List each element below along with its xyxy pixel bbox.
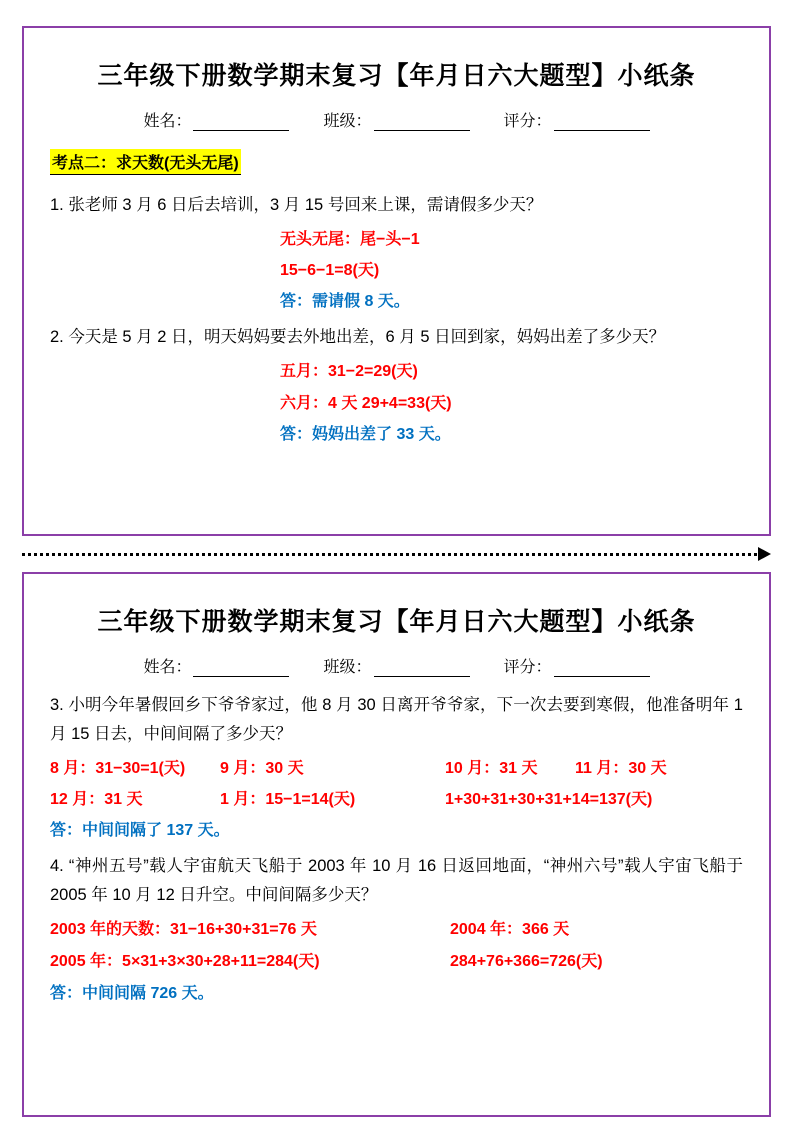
answer-line: 15−6−1=8(天)	[280, 262, 380, 280]
answer-cell: 2005 年：5×31+3×30+28+11=284(天)	[50, 953, 320, 971]
answer-cell: 8 月：31−30=1(天)	[50, 759, 186, 777]
cut-line	[22, 536, 771, 572]
answer-block	[50, 356, 743, 450]
answer-block	[50, 914, 743, 1009]
answer-line: 六月：4 天 29+4=33(天)	[280, 394, 452, 412]
class-field	[323, 108, 469, 131]
answer-cell: 9 月：30 天	[220, 759, 304, 777]
section-heading: 考点二：求天数(无头无尾)	[50, 149, 241, 175]
class-label: 班级：	[323, 113, 372, 130]
answer-conclusion: 答：中间间隔 726 天。	[50, 985, 214, 1003]
answer-cell: 10 月：31 天	[445, 759, 538, 777]
answer-line: 五月：31−2=29(天)	[280, 363, 418, 381]
answer-line: 答：需请假 8 天。	[280, 293, 410, 311]
question-text: 3. 小明今年暑假回乡下爷爷家过，他 8 月 30 日离开爷爷家，下一次去要到寒假，他准备明年 1 月 15 日去，中间间隔了多少天？	[50, 696, 743, 743]
name-field	[143, 108, 289, 131]
name-field	[143, 654, 289, 677]
answer-cell: 1 月：15−1=14(天)	[220, 790, 356, 808]
sheet-card-top	[22, 26, 771, 536]
score-label: 评分：	[503, 113, 552, 130]
arrow-icon	[758, 547, 771, 561]
student-info-fields	[50, 108, 743, 131]
page-title: 三年级下册数学期末复习【年月日六大题型】小纸条	[97, 608, 696, 636]
class-blank[interactable]	[374, 661, 470, 677]
student-info-fields	[50, 654, 743, 677]
score-field	[504, 654, 650, 677]
answer-block	[50, 753, 743, 847]
score-field	[504, 108, 650, 131]
answer-cell: 11 月：30 天	[575, 759, 667, 777]
answer-row	[50, 784, 743, 815]
score-label: 评分：	[503, 659, 552, 676]
score-blank[interactable]	[554, 115, 650, 131]
dotted-line	[22, 553, 757, 556]
answer-conclusion: 答：中间间隔了 137 天。	[50, 822, 230, 840]
answer-cell: 12 月：31 天	[50, 790, 143, 808]
name-blank[interactable]	[193, 115, 289, 131]
answer-line: 答：妈妈出差了 33 天。	[280, 425, 451, 443]
sheet-card-bottom	[22, 572, 771, 1117]
name-label: 姓名：	[143, 659, 192, 676]
score-blank[interactable]	[554, 661, 650, 677]
question-text: 4. “神州五号”载人宇宙航天飞船于 2003 年 10 月 16 日返回地面，“神州六号”载人宇宙飞船于 2005 年 10 月 12 日升空。中间间隔多少天？	[50, 857, 743, 905]
question-text: 1. 张老师 3 月 6 日后去培训，3 月 15 号回来上课，需请假多少天？	[50, 196, 543, 214]
class-label: 班级：	[323, 659, 372, 676]
answer-block	[50, 224, 743, 318]
answer-cell: 2003 年的天数：31−16+30+31=76 天	[50, 921, 317, 939]
answer-row	[50, 914, 743, 946]
class-field	[323, 654, 469, 677]
answer-line: 无头无尾：尾−头−1	[280, 230, 420, 248]
answer-row	[50, 946, 743, 978]
answer-cell: 2004 年：366 天	[450, 921, 570, 939]
class-blank[interactable]	[374, 115, 470, 131]
question-text: 2. 今天是 5 月 2 日，明天妈妈要去外地出差，6 月 5 日回到家，妈妈出差了多少天？	[50, 328, 666, 347]
answer-cell: 284+76+366=726(天)	[450, 953, 603, 971]
page-title: 三年级下册数学期末复习【年月日六大题型】小纸条	[97, 62, 696, 90]
answer-row	[50, 753, 743, 784]
answer-cell: 1+30+31+30+31+14=137(天)	[445, 790, 653, 808]
name-label: 姓名：	[143, 113, 192, 130]
name-blank[interactable]	[193, 661, 289, 677]
